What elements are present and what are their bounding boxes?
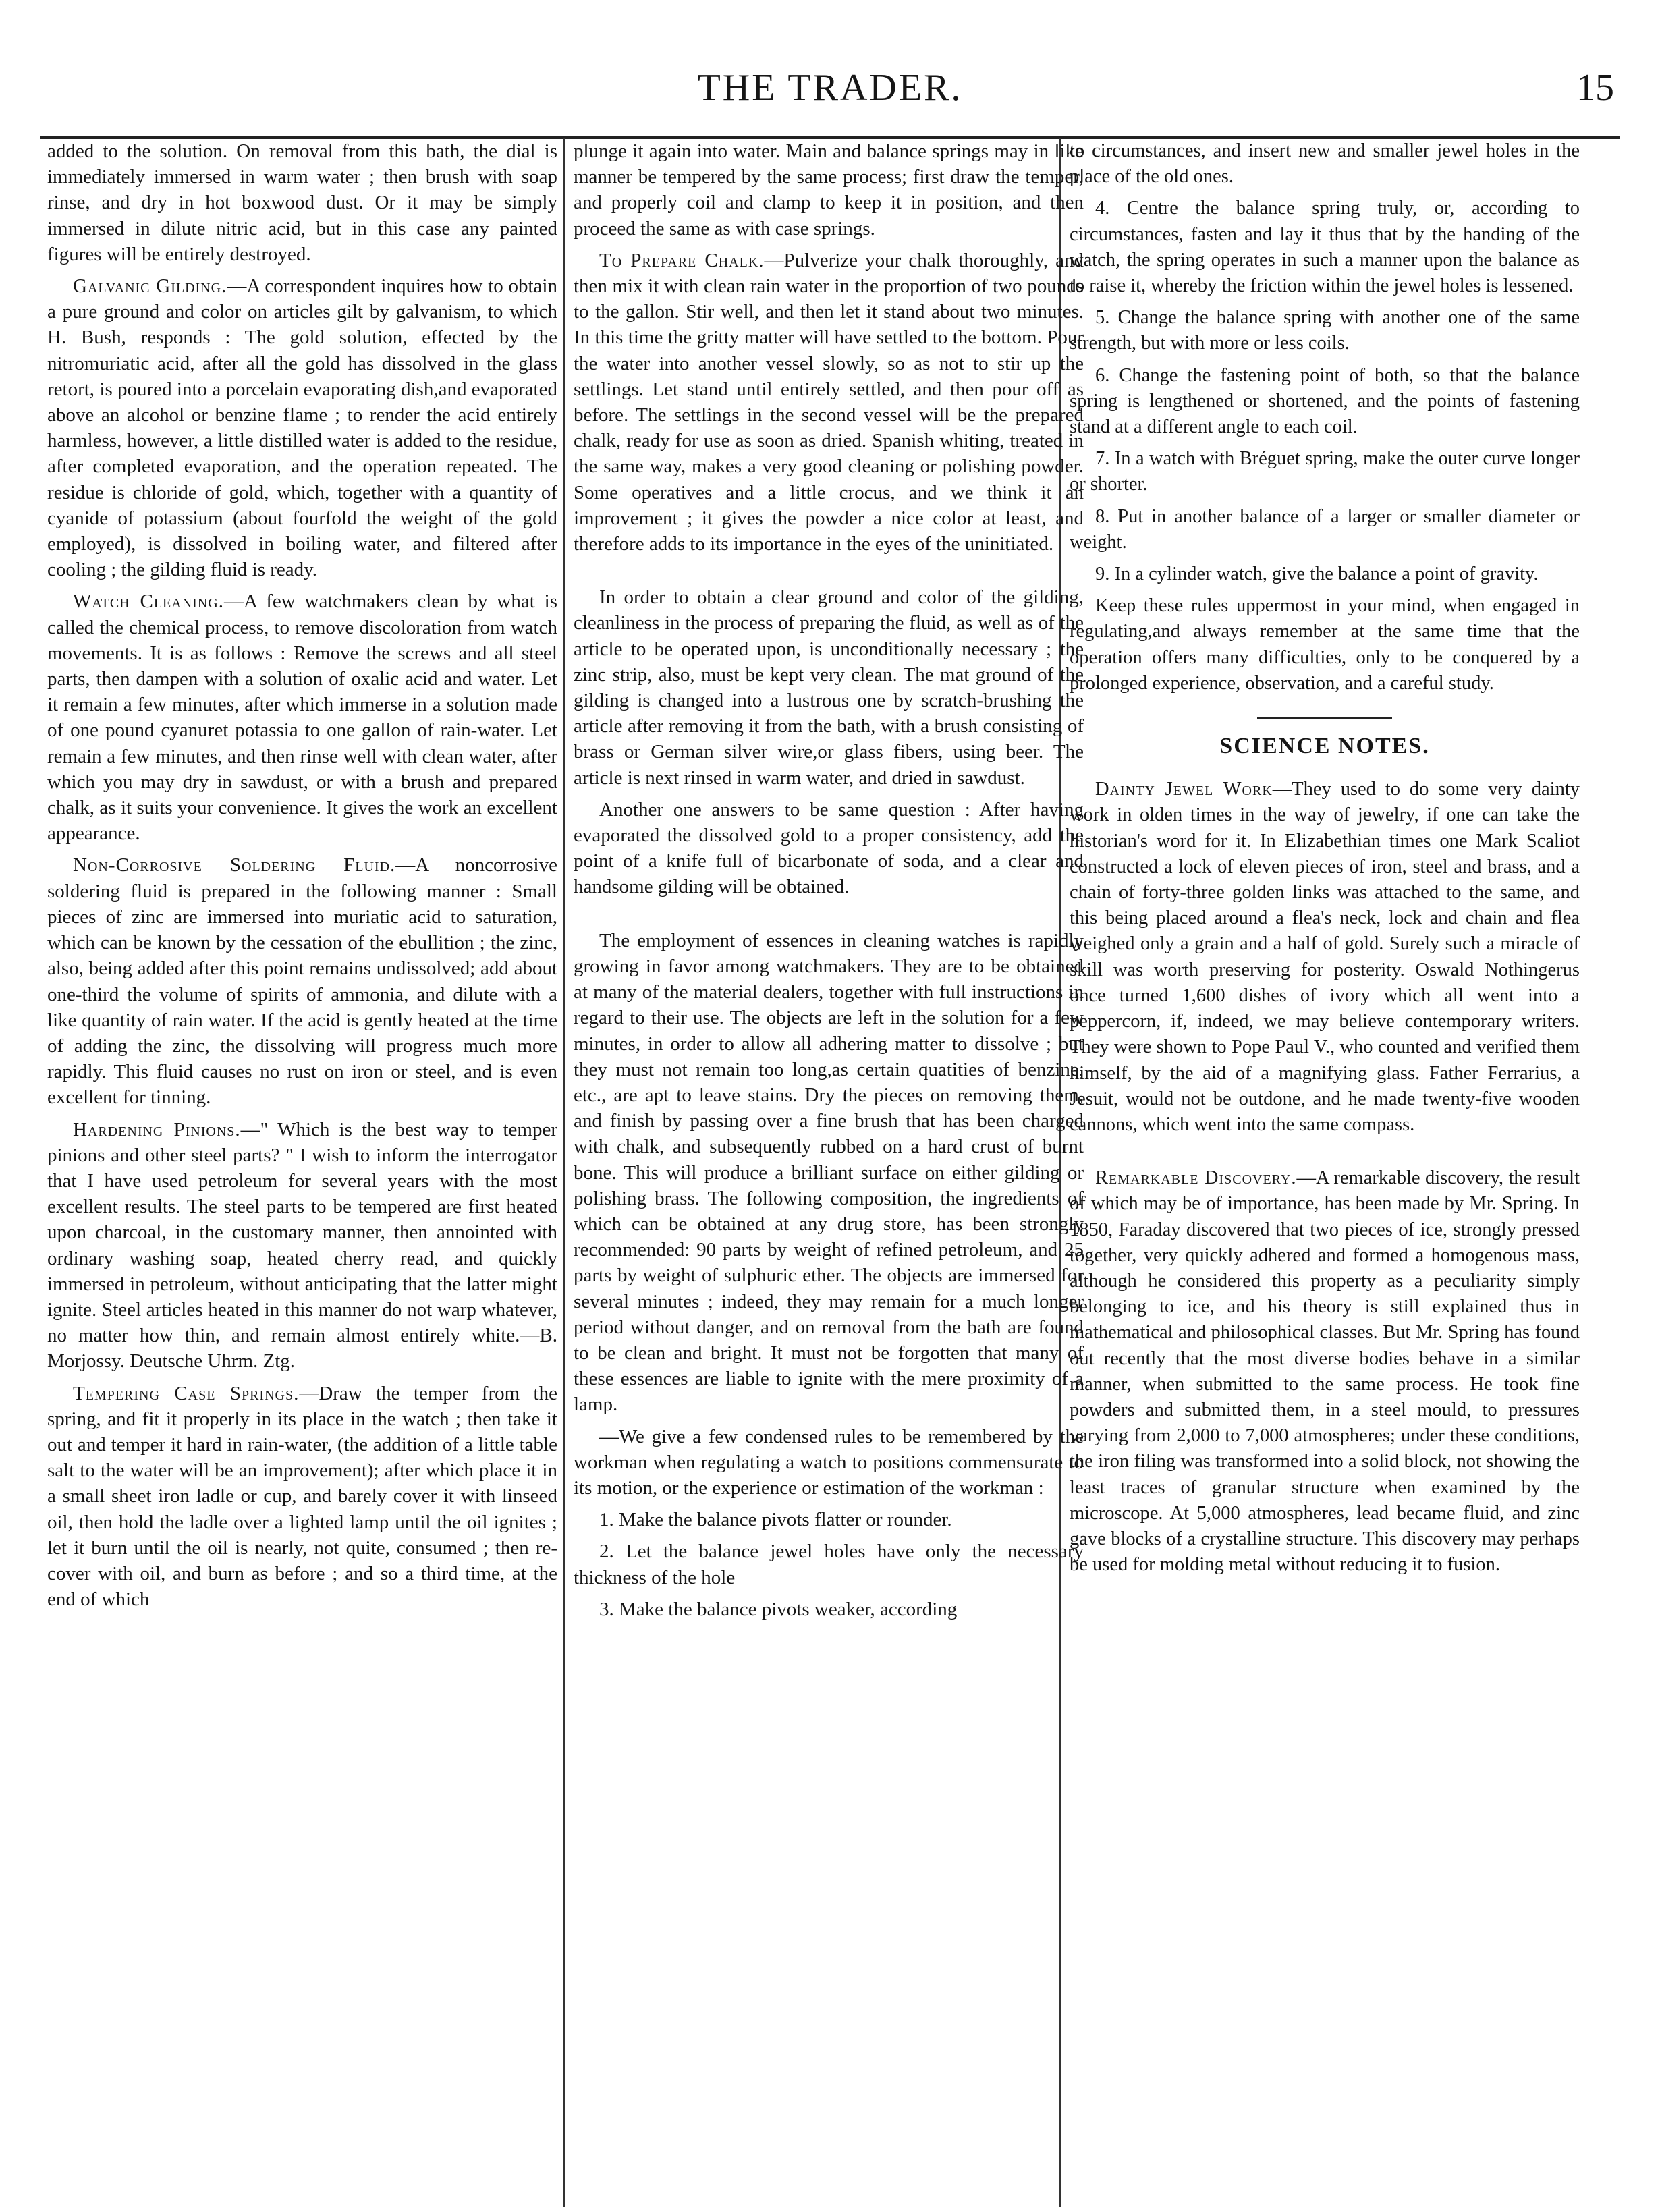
column-rule xyxy=(563,138,565,2207)
publication-title: THE TRADER. xyxy=(697,67,963,109)
section-lead: Tempering Case Springs. xyxy=(73,1382,300,1404)
rule-item: 9. In a cylinder watch, give the balance a point of gravity. xyxy=(1095,563,1539,585)
paragraph: Another one answers to be same question : After having evaporated the dissolved gold to a proper consistency, add the point of a knife full of bicarbonate of soda, and a clear and handsome gilding will be obtained. xyxy=(574,798,1084,898)
section-lead: Non-Corrosive Soldering Fluid. xyxy=(73,854,396,877)
paragraph: In order to obtain a clear ground and color of the gilding, cleanliness in the process of preparing the fluid, as well as of the article to be operated upon, is unconditionally necessary ; the zinc strip, also, must be kept very clean. The mat ground of the gilding is changed into a lustrous one by scratch-brushing the article after removing it from the bath, with a brush consisting of brass or German silver wire,or glass fibers, using beer. The article is next rinsed in warm water, and dried in sawdust. xyxy=(574,586,1084,789)
paragraph: Remarkable Discovery.—A remarkable discovery, the result of which may be of importance, has been made by Mr. Spring. In 1850, Faraday discovered that two pieces of ice, strongly pressed together, very quickly adhered and formed a homogenous mass, although he considered this property as a peculiarity simply belonging to ice, and his theory is still explained thus in mathematical and philosophical classes. But Mr. Spring has found out recently that the most diverse bodies behave in a similar manner, when submitted to the same process. He took fine powders and submitted them, in a steel mould, to pressures varying from 2,000 to 7,000 atmospheres; under these conditions, the iron filing was transformed into a solid block, not showing the least traces of granular structure when examined by the microscope. At 5,000 atmospheres, lead became fluid, and zinc gave blocks of a crystalline structure. This discovery may perhaps be used for molding metal without reducing it to fusion. xyxy=(1070,1167,1580,1576)
spacer xyxy=(574,906,1084,928)
column-3 xyxy=(1070,138,1580,2207)
spacer xyxy=(574,563,1084,584)
paragraph: Dainty Jewel Work—They used to do some very dainty work in olden times in the way of jewelry, if one can take the historian's word for it. In Elizabethian times one Mark Scaliot constructed a lock of eleven pieces of iron, steel and brass, and a chain of forty-three golden links was attached to the same, and this being placed around a flea's neck, lock and chain and flea weighed only a grain and a half of gold. Surely such a miracle of skill was worth preserving for posterity. Oswald Nothingerus once turned 1,600 dishes of ivory which all went into a peppercorn, if, indeed, we may believe contemporary writers. They were shown to Pope Paul V., who counted and verified them himself, by the aid of a magnifying glass. Father Ferrarius, a Jesuit, would not be outdone, and he made twenty-five wooden cannons, which went into the same compass. xyxy=(1070,779,1580,1135)
paragraph: To Prepare Chalk.—Pulverize your chalk thoroughly, and then mix it with clean rain water in the proportion of two pounds to the gallon. Stir well, and then let it stand about two minutes. In this time the gritty matter will have settled to the bottom. Pour the water into another vessel slowly, so as not to stir up the settlings. Let stand until entirely settled, and then pour off as before. The settlings in the second vessel will be the prepared chalk, ready for use as soon as dried. Spanish whiting, treated in the same way, makes a very good cleaning or polishing powder. Some operatives and a little crocus, and we think it an improvement ; it gives the powder a nice color at least, and therefore adds to its importance in the eyes of the uninitiated. xyxy=(574,249,1084,555)
rule-item: 8. Put in another balance of a larger or smaller diameter or weight. xyxy=(1070,505,1580,553)
paragraph: Galvanic Gilding.—A correspondent inquires how to obtain a pure ground and color on articles gilt by galvanism, to which H. Bush, responds : The gold solution, effected by the nitromuriatic acid, after all the gold has dissolved in the glass retort, is poured into a porcelain evaporating dish,and evaporated above an alcohol or benzine flame ; to render the acid entirely harmless, however, a little distilled water is added to the residue, after completed evaporation, and the operation repeated. The residue is chloride of gold, which, together with a quantity of cyanide of potassium (about fourfold the weight of the gold employed), is dissolved in boiling water, and filtered after cooling ; the gilding fluid is ready. xyxy=(47,275,557,581)
paragraph: Tempering Case Springs.—Draw the temper from the spring, and fit it properly in its place in the watch ; then take it out and temper it hard in rain-water, (the addition of a little table salt to the water will be an improvement); after which place it in a small sheet iron ladle or cup, and barely cover it with linseed oil, then hold the ladle over a lighted lamp until the oil ignites ; let it burn until the oil is nearly, not quite, consumed ; then re-cover with oil, and burn as before ; and so a third time, at the end of which xyxy=(47,1382,557,1611)
rule-item: 2. Let the balance jewel holes have only the necessary thickness of the hole xyxy=(574,1541,1084,1588)
section-title: SCIENCE NOTES. xyxy=(1219,734,1430,759)
section-lead: Watch Cleaning. xyxy=(73,590,224,613)
rule-item: 7. In a watch with Bréguet spring, make the outer curve longer or shorter. xyxy=(1070,448,1580,495)
section-lead: Hardening Pinions. xyxy=(73,1118,241,1140)
paragraph: —We give a few condensed rules to be remembered by the workman when regulating a watch to positions commensurate to its motion, or the experience or estimation of the workman : xyxy=(574,1425,1084,1499)
section-lead: Remarkable Discovery. xyxy=(1095,1167,1297,1189)
paragraph: Watch Cleaning.—A few watchmakers clean by what is called the chemical process, to remove discoloration from watch movements. It is as follows : Remove the screws and all steel parts, then dampen with a solution of oxalic acid and water. Let it remain a few minutes, after which immerse in a solution made of one pound cyanuret potassia to one gallon of rain-water. Let remain a few minutes, and then rinse well with clean water, after which you may dry in sawdust, or with a brush and prepared chalk, as it suits your convenience. It gives the work an excellent appearance. xyxy=(47,590,557,845)
paragraph: Non-Corrosive Soldering Fluid.—A noncorrosive soldering fluid is prepared in the following manner : Small pieces of zinc are immersed into muriatic acid to saturation, which can be known by the cessation of the ebullition ; the zinc, also, being added after this point remains undissolved; add about one-third the volume of spirits of ammonia, and dilute with a like quantity of rain water. If the acid is gently heated at the time of adding the zinc, the dissolving will progress much more rapidly. This fluid causes no rust on iron or steel, and is even excellent for tinning. xyxy=(47,854,557,1109)
paragraph: The employment of essences in cleaning watches is rapidly growing in favor among watchmakers. They are to be obtained at many of the material dealers, together with full instructions in regard to their use. The objects are left in the solution for a few minutes, in order to allow all adhering matter to dissolve ; but they must not remain too long,as certain quatities of benzine, etc., are apt to leave stains. Dry the pieces on removing them, and finish by passing over a fine brush that has been charged with chalk, and subsequently rubbed on a hard crust of burnt bone. This will produce a brilliant surface on either gilding or polishing brass. The following composition, the ingredients of which can be obtained at any drug store, has been strongly recommended: 90 parts by weight of refined petroleum, and 25 parts by weight of sulphuric ether. The objects are immersed for several minutes ; indeed, they may remain for a much longer period without danger, and on removal from the bath are found to be clean and bright. It must not be forgotten that many of these essences are liable to ignite with the mere proximity of a lamp. xyxy=(574,929,1084,1416)
rule-item: 4. Centre the balance spring truly, or, according to circumstances, fasten and lay it thus that by the handing of the watch, the spring operates in such a manner upon the balance as to raise it, whereby the friction within the jewel holes is lessened. xyxy=(1070,198,1580,297)
masthead xyxy=(40,61,1620,139)
page-number: 15 xyxy=(1576,67,1614,109)
rule-item: 3. Make the balance pivots weaker, according xyxy=(599,1598,958,1620)
column-1 xyxy=(47,138,557,2207)
spacer xyxy=(1070,1144,1580,1165)
column-2 xyxy=(574,138,1084,2207)
paragraph: plunge it again into water. Main and balance springs may in like manner be tempered by the same process; first draw the temper, and properly coil and clamp to keep it in position, and then proceed the same as with case springs. xyxy=(574,140,1084,240)
section-lead: Galvanic Gilding. xyxy=(73,275,227,298)
rule-item: 6. Change the fastening point of both, so that the balance spring is lengthened or shortened, and the points of fastening stand at a different angle to each coil. xyxy=(1070,364,1580,438)
section-lead: Dainty Jewel Work xyxy=(1095,779,1273,800)
paragraph: Hardening Pinions.—" Which is the best way to temper pinions and other steel parts? " I wish to inform the interrogator that I have used petroleum for several years with the most excellent results. The steel parts to be tempered are first heated upon charcoal, in the customary manner, then annointed with ordinary washing soap, heated cherry read, and quickly immersed in petroleum, without anticipating that the latter might ignite. Steel articles heated in this manner do not warp whatever, no matter how thin, and remain almost entirely white.—B. Morjossy. Deutsche Uhrm. Ztg. xyxy=(47,1118,557,1373)
paragraph: to circumstances, and insert new and smaller jewel holes in the place of the old ones. xyxy=(1070,140,1580,188)
rule-item: 5. Change the balance spring with another one of the same strength, but with more or less coils. xyxy=(1070,307,1580,354)
section-divider xyxy=(1257,717,1392,719)
paragraph: added to the solution. On removal from this bath, the dial is immediately immersed in warm water ; then brush with soap rinse, and dry in hot boxwood dust. Or it may be simply immersed in dilute nitric acid, but in this case any painted figures will be entirely destroyed. xyxy=(47,140,557,265)
paragraph: Keep these rules uppermost in your mind, when engaged in regulating,and always remember at the same time that the operation offers many difficulties, only to be conquered by a prolonged experience, observation, and a careful study. xyxy=(1070,595,1580,694)
section-lead: To Prepare Chalk. xyxy=(599,249,765,271)
rule-item: 1. Make the balance pivots flatter or rounder. xyxy=(599,1509,952,1531)
